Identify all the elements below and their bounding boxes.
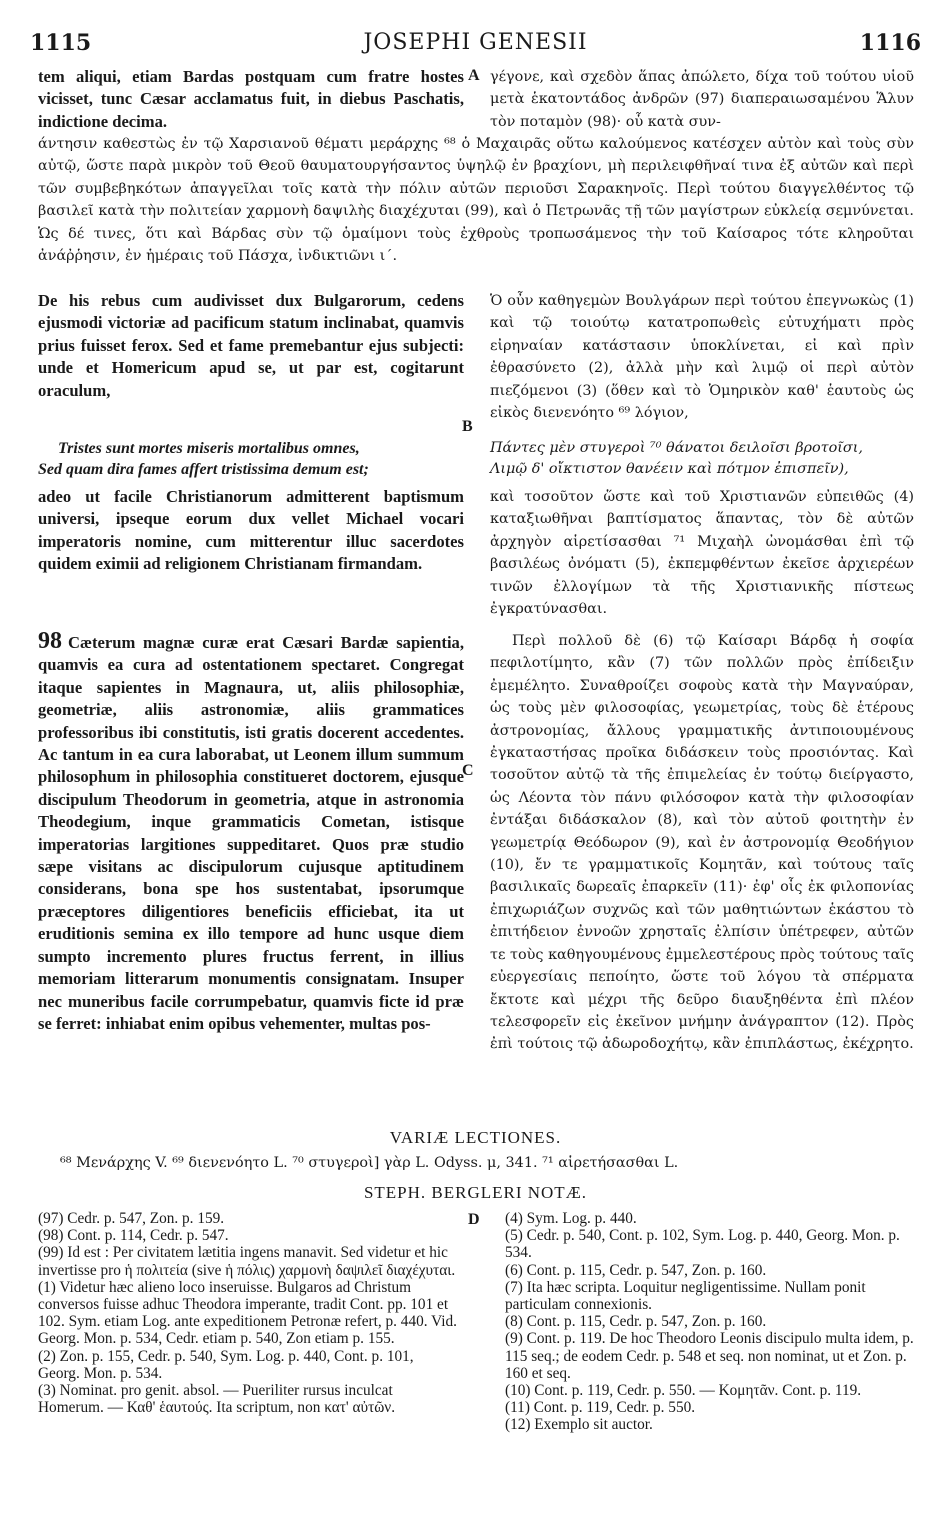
verse-line: Λιμῷ δ' οἴκτιστον θανέειν καὶ πότμον ἐπισπεῖν), <box>490 461 849 477</box>
verse-line: Tristes sunt mortes miseris mortalibus omnes, <box>58 440 360 457</box>
note-item: (8) Cont. p. 115, Cedr. p. 547, Zon. p. 160. <box>505 1313 767 1331</box>
greek-paragraph: Περὶ πολλοῦ δὲ (6) τῷ Καίσαρι Βάρδᾳ ἡ σοφία πεφιλοτίμητο, κἂν (7) τῶν πολλῶν πρὸς ἐπίδειξιν ἐμεμέλητο. Συναθροίζει σοφοὺς κατὰ τὴν Μαγναύραν, ὡς τοὺς μὲν φιλοσοφίας, γεωμετρίας, τοὺς δὲ ἑτέρους ἀστρονομίας, ἄλλους γραμματικῆς ἀντιποιουμένους ἐγκαταστήσας προῖκα διδάσκειν τοὺς προσιόντας. Καὶ τοσοῦτον αὐτῷ τὰ τῆς ἐπιμελείας ἐν τούτῳ διείργαστο, ὡς Λέοντα τὸν πάνυ φιλόσοφον κατὰ τὴν φιλοσοφίαν ἐντάξαι διδάσκαλον (8), καὶ τὸν αὐτοῦ φοιτητὴν ἐν γεωμετρίᾳ Θεόδωρον (9), καὶ ἐν ἀστρονομίᾳ Θεοδήγιον (10), ἔν τε γραμματικοῖς Κομητᾶν, καὶ τούτους ταῖς βασιλικαῖς δωρεαῖς ἐπαρκεῖν (11)· ἐφ' οἷς ἐκ φιλοπονίας ἐπιχωριάζων συχνῶς καὶ τῶν μαθητιώντων ἑκάστου τὸ ἐπιτήδειον ἐννοῶν χρησταῖς ἐλπίσιν ὑπέτρεφεν, αὐτῶν τε τοὺς καθηγουμένους ἐμμελεστέρους πρὸς τούτους ταῖς εὐεργεσίαις πεποίητο, ὥστε τοῦ λόγου τὰ σπέρματα ἔκτοτε καὶ μέχρι τῆς δεῦρο διαυξηθέντα ἐπὶ πλέον τελεσφορεῖν εἰς ἐκεῖνον μνήμην ἀνάγραπτον (12). Πρὸς ἐπὶ τούτοις τῷ ἀδωροδοχήτῳ, κἂν ἐπιπλάστως, ἐκέχρητο. <box>490 633 914 1053</box>
latin-paragraph <box>38 630 464 1035</box>
greek-paragraph: καὶ τοσοῦτον ὥστε καὶ τοῦ Χριστιανῶν εὐπειθῶς (4) καταξιωθῆναι βαπτίσματος ἅπαντας, τὸν δὲ αὐτῶν ἀρχηγὸν αἱρετίσασθαι ⁷¹ Μιχαὴλ ὠνομάσθαι ἐπὶ τῷ βασιλέως ὀνόματι (5), ἐκπεμφθέντων ἐκεῖσε ἀρχιερέων τινῶν ἐλλογίμων τὰ τῆς Χριστιανικῆς πίστεως ἐγκρατύνασθαι. <box>490 489 914 618</box>
notes-right-column <box>505 1210 915 1434</box>
latin-text: Cæterum magnæ curæ erat Cæsari Bardæ sapientia, quamvis ea cura ad ostentationem spectaret. Congregat itaque sapientes in Magnaura, ut, aliis philosophiæ, geometriæ, aliis astronomiæ, aliis grammatices professoribus ibi constitutis, isti gratis docerent accedentes. Ac tantum in ea cura laborabat, ut Leonem illum summum philosophum in philosophia constitueret doctorem, ejusque discipulum Theodorum in geometria, atque in astronomia Theodegium, inque grammaticis Cometan, istisque imperatorias largitiones suppeditaret. Quos præ studio sæpe visitans ac discipulorum cujusque aptitudinem considerans, bona spe hos sustentabat, ipsorumque præceptores diligentiores beneficiis efficiebat, ita ut eruditionis semina ex illo tempore ad hunc usque diem sumpto incremento plures fructus ferrent, in illius memoriam litterarum monumentis consignatam. Insuper nec muneribus facile corrumpebatur, quamvis ficte id præ se ferret: inhiabat enim opibus vehementer, multas pos- <box>38 633 464 1033</box>
note-item: (2) Zon. p. 155, Cedr. p. 540, Sym. Log. p. 440, Cont. p. 101, Georg. Mon. p. 534. <box>38 1347 414 1382</box>
greek-full-width-block <box>38 133 914 267</box>
note-item: (99) Id est : Per civitatem lætitia ingens manavit. Sed videtur et hic invertisse pro ἡ πολιτεία (sive ἡ πόλις) χαρμονὴ δαψιλεῖ διαχέχυται. <box>38 1244 456 1279</box>
notes-left-column <box>38 1210 458 1416</box>
note-item: (3) Nominat. pro genit. absol. — Pueriliter rursus inculcat Homerum. — Καθ' ἑαυτούς. Ita scriptum, non κατ' αὐτῶν. <box>38 1382 396 1417</box>
column-marker-d: D <box>468 1211 480 1228</box>
page-number-left: 1115 <box>30 30 92 56</box>
running-header <box>30 30 921 62</box>
greek-paragraph: Ὁ οὖν καθηγεμὼν Βουλγάρων περὶ τούτου ἐπεγνωκὼς (1) καὶ τῷ τοιούτῳ κατατροπωθεὶς εὐτυχήματι πρὸς εἰρηναίαν κατάστασιν ὑποκλίνεται, εἰ καὶ πρὶν ἐθρασύνετο (2), ἀλλὰ μὴν καὶ λιμῷ οἱ περὶ αὐτὸν πιεζόμενοι (3) (ὅθεν καὶ τὸ Ὁμηρικὸν καθ' ἑαυτοὺς ὡς εἰκὸς διενενόητο ⁶⁹ λόγιον, <box>490 293 914 422</box>
greek-column-block3 <box>490 630 914 1056</box>
latin-paragraph: tem aliqui, etiam Bardas postquam cum fratre hostes vicisset, tunc Cæsar acclamatus fuit, in diebus Paschatis, indictione decima. <box>38 67 464 131</box>
notes-title: STEPH. BERGLERI NOTÆ. <box>363 1183 588 1202</box>
latin-column-block2 <box>38 486 464 576</box>
greek-paragraph: άντησιν καθεστὼς ἐν τῷ Χαρσιανοῦ θέματι μεράρχης ⁶⁸ ὁ Μαχαιρᾶς οὕτω καλούμενος κατέσχεν αὐτὸν καὶ τοὺς σὺν αὐτῷ, ὥστε παρὰ μικρὸν τοῦ Θεοῦ θαυματουργήσαντος ὑψηλῷ ἐν βραχίονι, μὴ περιλειφθῆναί τινα ἐξ αὐτῶν καὶ περὶ τῶν συμβεβηκότων ἀπαγγεῖλαι τοῖς κατὰ τὴν πόλιν αὐτῶν περιοῦσι Σαρακηνοῖς. Περὶ τούτου διαγγελθέντος τῷ βασιλεῖ κατὰ τὴν πολιτείαν χαρμονὴ δαψιλὴς διαχέχυται (99), καὶ ὁ Πετρωνᾶς τῇ τῶν μαγίστρων εὐκλείᾳ σεμνύνεται. Ὡς δέ τινες, ὅτι καὶ Βάρδας σὺν τῷ ὁμαίμονι τοὺς ἐχθροὺς τροπωσάμενος τὴν τοῦ Καίσαρος τότε κληροῦται ἀνάῤῥησιν, ἐν ἡμέραις τοῦ Πάσχα, ἰνδικτιῶνι ι΄. <box>38 136 914 265</box>
variae-lectiones-title: VARIÆ LECTIONES. <box>389 1128 562 1147</box>
latin-verse <box>38 438 464 480</box>
greek-paragraph: γέγονε, καὶ σχεδὸν ἅπας ἀπώλετο, δίχα τοῦ τούτου υἱοῦ μετὰ ἑκατοντάδος ἀνδρῶν (97) διαπεραιωσαμένου Ἅλυν τὸν ποταμὸν (98)· οὗ κατὰ συν- <box>490 69 914 130</box>
column-marker-c: C <box>462 762 474 779</box>
note-item: (97) Cedr. p. 547, Zon. p. 159. <box>38 1210 225 1227</box>
note-item: (7) Ita hæc scripta. Loquitur negligentissime. Nullam ponit particulam connexionis. <box>505 1278 866 1314</box>
latin-column-block1 <box>38 290 464 402</box>
note-item: (5) Cedr. p. 540, Cont. p. 102, Sym. Log. p. 440, Georg. Mon. p. 534. <box>505 1227 900 1262</box>
note-item: (6) Cont. p. 115, Cedr. p. 547, Zon. p. 160. <box>505 1261 767 1279</box>
latin-paragraph: De his rebus cum audivisset dux Bulgarorum, cedens ejusmodi victoriæ ad pacificum statum inclinabat, quamvis prius fuisset ferox. Sed et fame premebantur ejus subjecti: unde et Homericum apud se, ut par est, cogitarunt oraculum, <box>38 291 464 400</box>
note-item: (12) Exemplo sit auctor. <box>505 1416 653 1434</box>
note-item: (4) Sym. Log. p. 440. <box>505 1210 637 1227</box>
running-title: JOSEPHI GENESII <box>363 30 588 55</box>
verse-line: Sed quam dira fames affert tristissima demum est; <box>38 461 369 478</box>
latin-column-top <box>38 66 464 133</box>
greek-column-top <box>490 66 914 133</box>
column-marker-b: B <box>462 418 473 435</box>
column-marker-a: A <box>468 67 480 84</box>
note-item: (9) Cont. p. 119. De hoc Theodoro Leonis discipulo multa idem, p. 115 seq.; de eodem Cedr. p. 548 et seq. non nominat, ut et Zon. p. 160 et seq. <box>505 1330 914 1382</box>
greek-verse <box>490 438 914 480</box>
note-item: (10) Cont. p. 119, Cedr. p. 550. — Κομητᾶν. Cont. p. 119. <box>505 1382 862 1400</box>
note-item: (1) Videtur hæc alieno loco inseruisse. Bulgaros ad Christum conversos fuisse adhuc Theodora imperante, tradit Cont. pp. 101 et 102. Sym. etiam Log. ante expeditionem Petronæ refert, p. 440. Vid. Georg. Mon. p. 534, Cedr. etiam p. 540, Zon etiam p. 155. <box>38 1278 457 1348</box>
variae-lectiones-text: ⁶⁸ Μενάρχης V. ⁶⁹ διενενόητο L. ⁷⁰ στυγεροὶ] γὰρ L. Odyss. μ, 341. ⁷¹ αἱρετήσασθαι L. <box>60 1155 679 1171</box>
verse-line: Πάντες μὲν στυγεροὶ ⁷⁰ θάνατοι δειλοῖσι βροτοῖσι, <box>490 440 863 456</box>
page-number-right: 1116 <box>859 30 921 56</box>
greek-column-block2 <box>490 486 914 620</box>
latin-paragraph: adeo ut facile Christianorum admitterent baptismum universi, ipseque eorum dux vellet Michael vocari imperatoris nomine, cum mitterentur illuc sacerdotes quidem eximii ad religionem Christianam firmandam. <box>38 487 464 574</box>
section-number: 98 <box>38 628 62 654</box>
latin-column-block3 <box>38 630 464 1035</box>
note-item: (11) Cont. p. 119, Cedr. p. 550. <box>505 1399 696 1417</box>
note-item: (98) Cont. p. 114, Cedr. p. 547. <box>38 1227 229 1245</box>
greek-column-block1 <box>490 290 914 424</box>
